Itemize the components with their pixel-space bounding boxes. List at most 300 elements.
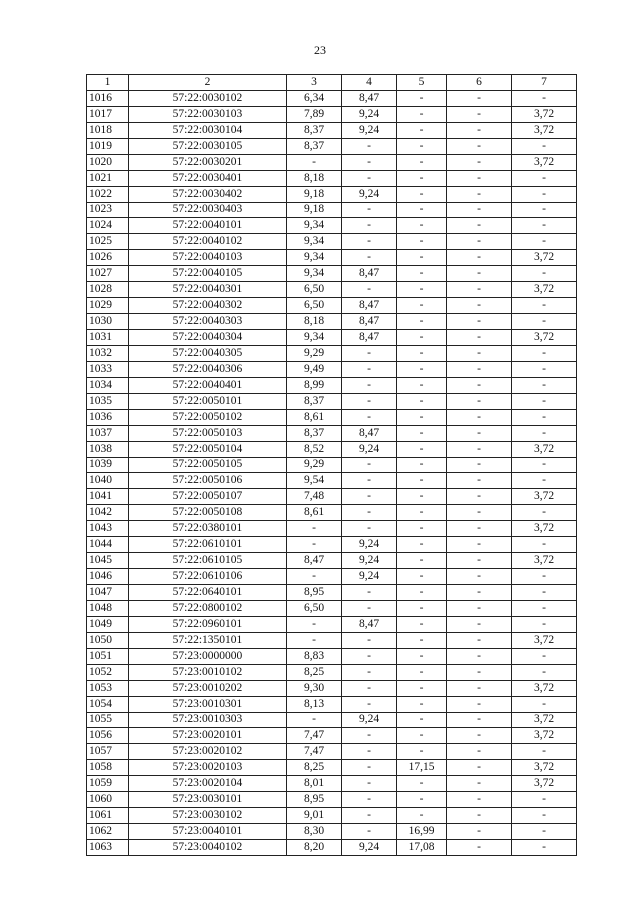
value-col5-cell: - — [397, 106, 447, 122]
cadastral-number-cell: 57:23:0000000 — [129, 648, 287, 664]
value-col5-cell: - — [397, 537, 447, 553]
row-number-cell: 1020 — [87, 154, 129, 170]
value-col7-cell: - — [512, 600, 577, 616]
value-col5-cell: 17,08 — [397, 840, 447, 856]
value-col3-cell: 6,34 — [287, 90, 342, 106]
value-col7-cell: - — [512, 138, 577, 154]
value-col6-cell: - — [447, 170, 512, 186]
value-col3-cell: 9,18 — [287, 202, 342, 218]
value-col7-cell: - — [512, 824, 577, 840]
value-col5-cell: - — [397, 330, 447, 346]
value-col7-cell: - — [512, 298, 577, 314]
value-col4-cell: - — [342, 664, 397, 680]
value-col6-cell: - — [447, 218, 512, 234]
row-number-cell: 1033 — [87, 361, 129, 377]
value-col5-cell: - — [397, 170, 447, 186]
value-col3-cell: 8,61 — [287, 505, 342, 521]
value-col4-cell: - — [342, 409, 397, 425]
table-row — [87, 106, 577, 122]
value-col5-cell: - — [397, 314, 447, 330]
value-col7-cell: - — [512, 425, 577, 441]
row-number-cell: 1043 — [87, 521, 129, 537]
table-row — [87, 648, 577, 664]
value-col3-cell: 8,01 — [287, 776, 342, 792]
value-col3-cell: - — [287, 537, 342, 553]
value-col5-cell: - — [397, 234, 447, 250]
table-row — [87, 824, 577, 840]
header-row — [87, 75, 577, 91]
value-col6-cell: - — [447, 266, 512, 282]
value-col4-cell: - — [342, 154, 397, 170]
value-col6-cell: - — [447, 441, 512, 457]
cadastral-number-cell: 57:22:0610105 — [129, 553, 287, 569]
table-row — [87, 90, 577, 106]
value-col6-cell: - — [447, 106, 512, 122]
value-col4-cell: - — [342, 489, 397, 505]
value-col5-cell: - — [397, 154, 447, 170]
table-row — [87, 616, 577, 632]
value-col5-cell: - — [397, 298, 447, 314]
table-row — [87, 760, 577, 776]
row-number-cell: 1054 — [87, 696, 129, 712]
value-col5-cell: - — [397, 393, 447, 409]
value-col4-cell: - — [342, 505, 397, 521]
value-col5-cell: - — [397, 441, 447, 457]
row-number-cell: 1036 — [87, 409, 129, 425]
table-row — [87, 808, 577, 824]
value-col4-cell: - — [342, 170, 397, 186]
value-col7-cell: - — [512, 90, 577, 106]
row-number-cell: 1034 — [87, 377, 129, 393]
value-col7-cell: - — [512, 266, 577, 282]
row-number-cell: 1042 — [87, 505, 129, 521]
value-col7-cell: 3,72 — [512, 154, 577, 170]
row-number-cell: 1039 — [87, 457, 129, 473]
value-col5-cell: - — [397, 90, 447, 106]
value-col4-cell: - — [342, 744, 397, 760]
cadastral-number-cell: 57:22:0030102 — [129, 90, 287, 106]
cadastral-number-cell: 57:23:0040101 — [129, 824, 287, 840]
value-col6-cell: - — [447, 250, 512, 266]
value-col3-cell: 9,34 — [287, 266, 342, 282]
value-col4-cell: 9,24 — [342, 712, 397, 728]
cadastral-number-cell: 57:22:0030104 — [129, 122, 287, 138]
table-body — [87, 90, 577, 855]
value-col5-cell: - — [397, 138, 447, 154]
value-col4-cell: - — [342, 728, 397, 744]
row-number-cell: 1041 — [87, 489, 129, 505]
value-col6-cell: - — [447, 489, 512, 505]
value-col6-cell: - — [447, 345, 512, 361]
value-col6-cell: - — [447, 521, 512, 537]
value-col4-cell: - — [342, 760, 397, 776]
row-number-cell: 1057 — [87, 744, 129, 760]
value-col6-cell: - — [447, 824, 512, 840]
value-col4-cell: 8,47 — [342, 90, 397, 106]
value-col5-cell: - — [397, 808, 447, 824]
value-col3-cell: 8,18 — [287, 314, 342, 330]
table-row — [87, 314, 577, 330]
cadastral-number-cell: 57:22:0050105 — [129, 457, 287, 473]
value-col5-cell: - — [397, 202, 447, 218]
cadastral-number-cell: 57:23:0010202 — [129, 680, 287, 696]
value-col6-cell: - — [447, 569, 512, 585]
value-col7-cell: - — [512, 585, 577, 601]
value-col4-cell: 8,47 — [342, 314, 397, 330]
value-col3-cell: 9,49 — [287, 361, 342, 377]
table-row — [87, 202, 577, 218]
row-number-cell: 1046 — [87, 569, 129, 585]
value-col3-cell: 8,30 — [287, 824, 342, 840]
table-row — [87, 457, 577, 473]
value-col6-cell: - — [447, 377, 512, 393]
value-col7-cell: - — [512, 744, 577, 760]
value-col7-cell: - — [512, 314, 577, 330]
row-number-cell: 1032 — [87, 345, 129, 361]
value-col4-cell: 9,24 — [342, 537, 397, 553]
value-col5-cell: - — [397, 377, 447, 393]
cadastral-number-cell: 57:22:0040105 — [129, 266, 287, 282]
value-col3-cell: 9,34 — [287, 330, 342, 346]
value-col6-cell: - — [447, 648, 512, 664]
value-col6-cell: - — [447, 712, 512, 728]
table-row — [87, 138, 577, 154]
cadastral-number-cell: 57:22:0040101 — [129, 218, 287, 234]
table-row — [87, 441, 577, 457]
value-col7-cell: 3,72 — [512, 330, 577, 346]
table-row — [87, 393, 577, 409]
value-col7-cell: - — [512, 648, 577, 664]
cadastral-number-cell: 57:22:0050104 — [129, 441, 287, 457]
table-row — [87, 345, 577, 361]
value-col6-cell: - — [447, 186, 512, 202]
value-col3-cell: 9,29 — [287, 345, 342, 361]
value-col6-cell: - — [447, 792, 512, 808]
value-col4-cell: - — [342, 680, 397, 696]
value-col5-cell: - — [397, 696, 447, 712]
cadastral-number-cell: 57:22:0030105 — [129, 138, 287, 154]
row-number-cell: 1051 — [87, 648, 129, 664]
value-col6-cell: - — [447, 298, 512, 314]
cadastral-number-cell: 57:22:0040103 — [129, 250, 287, 266]
table-row — [87, 186, 577, 202]
row-number-cell: 1049 — [87, 616, 129, 632]
value-col3-cell: 8,20 — [287, 840, 342, 856]
value-col6-cell: - — [447, 664, 512, 680]
value-col4-cell: - — [342, 345, 397, 361]
value-col4-cell: 9,24 — [342, 840, 397, 856]
table-row — [87, 473, 577, 489]
value-col3-cell: 8,47 — [287, 553, 342, 569]
row-number-cell: 1016 — [87, 90, 129, 106]
value-col3-cell: 9,18 — [287, 186, 342, 202]
cadastral-number-cell: 57:23:0010303 — [129, 712, 287, 728]
table-row — [87, 792, 577, 808]
value-col7-cell: - — [512, 361, 577, 377]
cadastral-number-cell: 57:22:0800102 — [129, 600, 287, 616]
cadastral-number-cell: 57:23:0010102 — [129, 664, 287, 680]
value-col5-cell: - — [397, 186, 447, 202]
value-col4-cell: - — [342, 282, 397, 298]
cadastral-number-cell: 57:22:0040301 — [129, 282, 287, 298]
value-col7-cell: 3,72 — [512, 760, 577, 776]
row-number-cell: 1048 — [87, 600, 129, 616]
value-col3-cell: - — [287, 569, 342, 585]
value-col7-cell: 3,72 — [512, 250, 577, 266]
value-col3-cell: 9,34 — [287, 218, 342, 234]
value-col5-cell: - — [397, 648, 447, 664]
cadastral-number-cell: 57:22:0610106 — [129, 569, 287, 585]
cadastral-number-cell: 57:22:0050102 — [129, 409, 287, 425]
row-number-cell: 1062 — [87, 824, 129, 840]
value-col5-cell: 17,15 — [397, 760, 447, 776]
value-col6-cell: - — [447, 202, 512, 218]
table-row — [87, 680, 577, 696]
value-col5-cell: - — [397, 744, 447, 760]
value-col7-cell: 3,72 — [512, 106, 577, 122]
data-table — [86, 74, 577, 856]
column-header-2: 2 — [129, 75, 287, 91]
table-row — [87, 585, 577, 601]
value-col5-cell: - — [397, 489, 447, 505]
table-row — [87, 632, 577, 648]
table-row — [87, 728, 577, 744]
cadastral-number-cell: 57:23:0020101 — [129, 728, 287, 744]
row-number-cell: 1052 — [87, 664, 129, 680]
table-row — [87, 776, 577, 792]
value-col6-cell: - — [447, 473, 512, 489]
row-number-cell: 1035 — [87, 393, 129, 409]
value-col5-cell: - — [397, 218, 447, 234]
row-number-cell: 1028 — [87, 282, 129, 298]
value-col7-cell: - — [512, 808, 577, 824]
value-col7-cell: - — [512, 377, 577, 393]
value-col5-cell: - — [397, 632, 447, 648]
cadastral-number-cell: 57:22:0050103 — [129, 425, 287, 441]
column-header-5: 5 — [397, 75, 447, 91]
row-number-cell: 1037 — [87, 425, 129, 441]
value-col4-cell: 9,24 — [342, 106, 397, 122]
value-col3-cell: - — [287, 616, 342, 632]
value-col4-cell: - — [342, 521, 397, 537]
value-col4-cell: - — [342, 776, 397, 792]
value-col7-cell: - — [512, 457, 577, 473]
value-col3-cell: 8,25 — [287, 664, 342, 680]
value-col6-cell: - — [447, 553, 512, 569]
row-number-cell: 1021 — [87, 170, 129, 186]
cadastral-number-cell: 57:22:0030103 — [129, 106, 287, 122]
value-col3-cell: 8,95 — [287, 792, 342, 808]
cadastral-number-cell: 57:22:0030201 — [129, 154, 287, 170]
value-col3-cell: 8,25 — [287, 760, 342, 776]
table-row — [87, 553, 577, 569]
value-col4-cell: - — [342, 377, 397, 393]
value-col3-cell: 9,34 — [287, 250, 342, 266]
value-col5-cell: - — [397, 600, 447, 616]
cadastral-number-cell: 57:22:0640101 — [129, 585, 287, 601]
value-col7-cell: - — [512, 186, 577, 202]
table-row — [87, 266, 577, 282]
cadastral-number-cell: 57:23:0020103 — [129, 760, 287, 776]
row-number-cell: 1053 — [87, 680, 129, 696]
cadastral-number-cell: 57:22:0040305 — [129, 345, 287, 361]
cadastral-number-cell: 57:22:0040401 — [129, 377, 287, 393]
value-col6-cell: - — [447, 234, 512, 250]
value-col6-cell: - — [447, 505, 512, 521]
table-row — [87, 569, 577, 585]
cadastral-number-cell: 57:22:0040102 — [129, 234, 287, 250]
value-col7-cell: - — [512, 505, 577, 521]
page-number: 23 — [314, 43, 326, 57]
value-col5-cell: - — [397, 521, 447, 537]
value-col7-cell: 3,72 — [512, 712, 577, 728]
value-col6-cell: - — [447, 138, 512, 154]
row-number-cell: 1019 — [87, 138, 129, 154]
value-col6-cell: - — [447, 330, 512, 346]
table-row — [87, 154, 577, 170]
value-col4-cell: - — [342, 202, 397, 218]
value-col4-cell: 9,24 — [342, 441, 397, 457]
cadastral-number-cell: 57:22:0030402 — [129, 186, 287, 202]
row-number-cell: 1060 — [87, 792, 129, 808]
value-col4-cell: - — [342, 473, 397, 489]
value-col6-cell: - — [447, 154, 512, 170]
value-col3-cell: 8,37 — [287, 425, 342, 441]
value-col7-cell: 3,72 — [512, 632, 577, 648]
value-col4-cell: - — [342, 808, 397, 824]
value-col4-cell: - — [342, 361, 397, 377]
cadastral-number-cell: 57:22:0040304 — [129, 330, 287, 346]
value-col6-cell: - — [447, 776, 512, 792]
value-col5-cell: - — [397, 616, 447, 632]
value-col6-cell: - — [447, 728, 512, 744]
cadastral-number-cell: 57:22:0050107 — [129, 489, 287, 505]
value-col7-cell: - — [512, 409, 577, 425]
value-col3-cell: 6,50 — [287, 282, 342, 298]
value-col7-cell: - — [512, 170, 577, 186]
value-col6-cell: - — [447, 282, 512, 298]
value-col5-cell: - — [397, 505, 447, 521]
value-col5-cell: - — [397, 425, 447, 441]
value-col3-cell: 7,47 — [287, 728, 342, 744]
value-col3-cell: 8,52 — [287, 441, 342, 457]
table-row — [87, 489, 577, 505]
value-col3-cell: 8,18 — [287, 170, 342, 186]
value-col4-cell: - — [342, 600, 397, 616]
value-col6-cell: - — [447, 393, 512, 409]
row-number-cell: 1056 — [87, 728, 129, 744]
row-number-cell: 1044 — [87, 537, 129, 553]
row-number-cell: 1050 — [87, 632, 129, 648]
table-row — [87, 664, 577, 680]
value-col5-cell: - — [397, 585, 447, 601]
value-col5-cell: - — [397, 250, 447, 266]
value-col4-cell: - — [342, 632, 397, 648]
row-number-cell: 1063 — [87, 840, 129, 856]
table-row — [87, 330, 577, 346]
row-number-cell: 1026 — [87, 250, 129, 266]
value-col4-cell: - — [342, 234, 397, 250]
row-number-cell: 1047 — [87, 585, 129, 601]
value-col4-cell: 8,47 — [342, 425, 397, 441]
cadastral-number-cell: 57:22:0050108 — [129, 505, 287, 521]
value-col5-cell: 16,99 — [397, 824, 447, 840]
table-row — [87, 505, 577, 521]
value-col5-cell: - — [397, 266, 447, 282]
value-col3-cell: 8,13 — [287, 696, 342, 712]
value-col6-cell: - — [447, 696, 512, 712]
value-col6-cell: - — [447, 680, 512, 696]
value-col4-cell: 8,47 — [342, 298, 397, 314]
cadastral-number-cell: 57:22:0040306 — [129, 361, 287, 377]
table-row — [87, 744, 577, 760]
value-col3-cell: 7,47 — [287, 744, 342, 760]
value-col3-cell: 8,95 — [287, 585, 342, 601]
value-col7-cell: 3,72 — [512, 441, 577, 457]
value-col7-cell: - — [512, 345, 577, 361]
value-col5-cell: - — [397, 282, 447, 298]
value-col3-cell: - — [287, 154, 342, 170]
value-col5-cell: - — [397, 361, 447, 377]
value-col6-cell: - — [447, 425, 512, 441]
table-row — [87, 282, 577, 298]
value-col7-cell: - — [512, 393, 577, 409]
value-col3-cell: - — [287, 712, 342, 728]
value-col4-cell: - — [342, 792, 397, 808]
value-col6-cell: - — [447, 122, 512, 138]
value-col3-cell: 6,50 — [287, 600, 342, 616]
value-col3-cell: 8,99 — [287, 377, 342, 393]
value-col4-cell: 9,24 — [342, 569, 397, 585]
row-number-cell: 1024 — [87, 218, 129, 234]
table-row — [87, 537, 577, 553]
row-number-cell: 1025 — [87, 234, 129, 250]
value-col5-cell: - — [397, 680, 447, 696]
value-col7-cell: - — [512, 218, 577, 234]
value-col7-cell: 3,72 — [512, 122, 577, 138]
cadastral-number-cell: 57:23:0040102 — [129, 840, 287, 856]
column-header-4: 4 — [342, 75, 397, 91]
row-number-cell: 1059 — [87, 776, 129, 792]
value-col6-cell: - — [447, 457, 512, 473]
value-col4-cell: - — [342, 585, 397, 601]
value-col7-cell: - — [512, 792, 577, 808]
value-col5-cell: - — [397, 457, 447, 473]
cadastral-number-cell: 57:23:0020104 — [129, 776, 287, 792]
cadastral-number-cell: 57:23:0020102 — [129, 744, 287, 760]
table-row — [87, 409, 577, 425]
value-col3-cell: 9,54 — [287, 473, 342, 489]
value-col7-cell: 3,72 — [512, 680, 577, 696]
row-number-cell: 1055 — [87, 712, 129, 728]
value-col5-cell: - — [397, 712, 447, 728]
cadastral-number-cell: 57:22:0040302 — [129, 298, 287, 314]
column-header-3: 3 — [287, 75, 342, 91]
value-col6-cell: - — [447, 744, 512, 760]
column-header-7: 7 — [512, 75, 577, 91]
value-col7-cell: - — [512, 696, 577, 712]
value-col4-cell: - — [342, 457, 397, 473]
cadastral-number-cell: 57:22:0380101 — [129, 521, 287, 537]
row-number-cell: 1061 — [87, 808, 129, 824]
cadastral-number-cell: 57:23:0010301 — [129, 696, 287, 712]
value-col5-cell: - — [397, 122, 447, 138]
value-col7-cell: 3,72 — [512, 728, 577, 744]
table-row — [87, 600, 577, 616]
row-number-cell: 1040 — [87, 473, 129, 489]
value-col6-cell: - — [447, 90, 512, 106]
cadastral-number-cell: 57:23:0030101 — [129, 792, 287, 808]
